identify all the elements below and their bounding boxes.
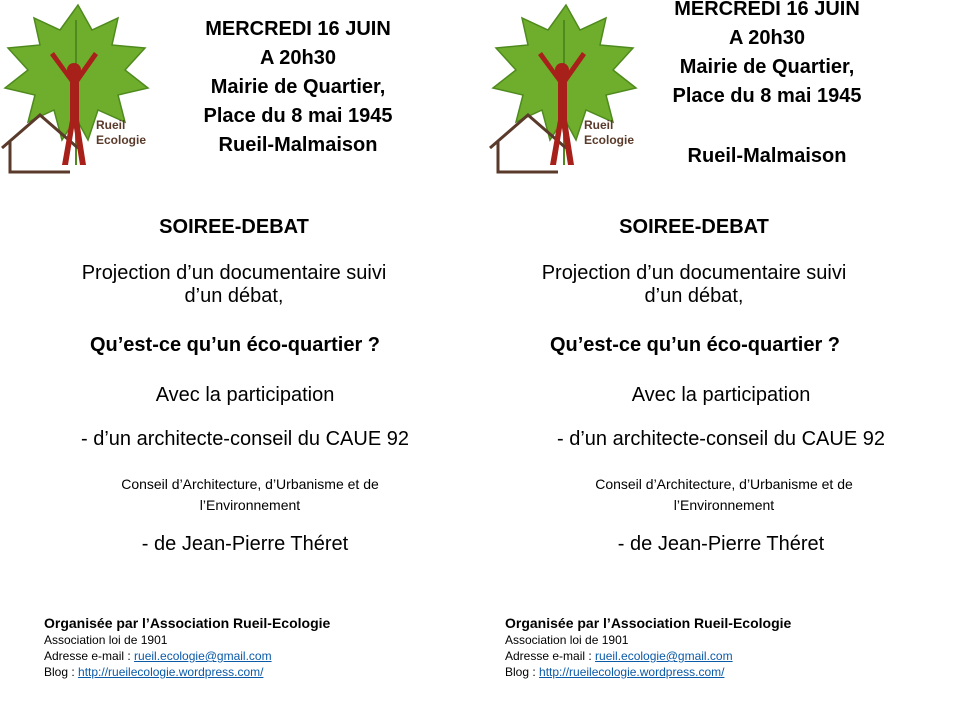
address-line: Place du 8 mai 1945 xyxy=(672,85,862,107)
soiree-title: SOIREE-DEBAT xyxy=(619,216,769,238)
rueil-ecologie-logo xyxy=(0,0,150,175)
caue-definition: Conseil d’Architecture, d’Urbanisme et de l’Environnement xyxy=(121,476,379,513)
email-link[interactable]: rueil.ecologie@gmail.com xyxy=(595,649,733,663)
venue-line: Mairie de Quartier, xyxy=(210,76,386,98)
date-line: MERCREDI 16 JUIN xyxy=(674,0,860,20)
soiree-title: SOIREE-DEBAT xyxy=(159,216,309,238)
association-text: Association loi de 1901 xyxy=(44,633,168,647)
event-header xyxy=(632,0,902,171)
participation-text: Avec la participation xyxy=(155,384,335,406)
city-line: Rueil-Malmaison xyxy=(218,134,378,156)
footer xyxy=(44,615,464,680)
blog-line: Blog : http://rueilecologie.wordpress.com/ xyxy=(44,665,264,679)
projection-text: Projection d’un documentaire suivi d’un débat, xyxy=(81,262,387,307)
address-line: Place du 8 mai 1945 xyxy=(203,105,393,127)
blog-link[interactable]: http://rueilecologie.wordpress.com/ xyxy=(539,665,725,679)
architect-text: - d’un architecte-conseil du CAUE 92 xyxy=(557,428,885,450)
time-line: A 20h30 xyxy=(260,47,336,69)
association-text: Association loi de 1901 xyxy=(505,633,629,647)
organizer-text: Organisée par l’Association Rueil-Ecologie xyxy=(44,615,331,631)
speaker-text: - de Jean-Pierre Théret xyxy=(141,533,349,555)
logo-text: Rueil Ecologie xyxy=(96,118,147,147)
logo-text: Rueil Ecologie xyxy=(584,118,635,147)
organizer-text: Organisée par l’Association Rueil-Ecologie xyxy=(505,615,792,631)
projection-text: Projection d’un documentaire suivi d’un débat, xyxy=(541,262,847,307)
question-text: Qu’est-ce qu’un éco-quartier ? xyxy=(89,334,381,356)
blog-link[interactable]: http://rueilecologie.wordpress.com/ xyxy=(78,665,264,679)
question-text: Qu’est-ce qu’un éco-quartier ? xyxy=(549,334,841,356)
footer xyxy=(505,615,945,680)
venue-line: Mairie de Quartier, xyxy=(679,56,855,78)
architect-text: - d’un architecte-conseil du CAUE 92 xyxy=(81,428,409,450)
email-line: Adresse e-mail : rueil.ecologie@gmail.com xyxy=(44,649,272,663)
date-line: MERCREDI 16 JUIN xyxy=(205,18,391,40)
event-header xyxy=(158,15,438,160)
email-line: Adresse e-mail : rueil.ecologie@gmail.com xyxy=(505,649,733,663)
speaker-text: - de Jean-Pierre Théret xyxy=(617,533,825,555)
time-line: A 20h30 xyxy=(729,27,805,49)
email-link[interactable]: rueil.ecologie@gmail.com xyxy=(134,649,272,663)
participation-text: Avec la participation xyxy=(631,384,811,406)
flyer-right xyxy=(480,0,960,720)
rueil-ecologie-logo xyxy=(488,0,638,175)
caue-definition: Conseil d’Architecture, d’Urbanisme et de l’Environnement xyxy=(595,476,853,513)
blog-line: Blog : http://rueilecologie.wordpress.com/ xyxy=(505,665,725,679)
city-line: Rueil-Malmaison xyxy=(687,145,847,167)
